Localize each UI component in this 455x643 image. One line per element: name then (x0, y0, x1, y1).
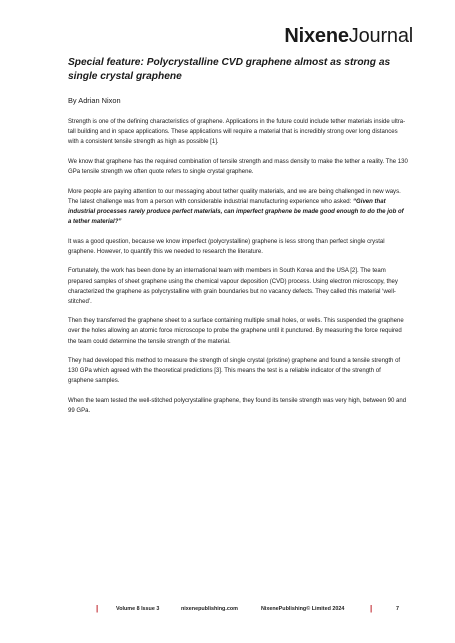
footer-page-number: 7 (396, 606, 399, 612)
logo-light-text: Journal (348, 25, 413, 47)
article-title: Special feature: Polycrystalline CVD graphene almost as strong as single crystal graphene (68, 57, 391, 82)
paragraph-3-quote: “Given that industrial processes rarely produce perfect materials, can imperfect graphene be made good enough to do the job of a tether material?” (68, 198, 404, 225)
footer-website-link[interactable]: nixenepublishing.com (181, 606, 238, 612)
journal-logo (284, 26, 413, 46)
paragraph-6: Then they transferred the graphene sheet to a surface containing multiple small holes, or wells. This suspended the graphene over the holes allowing an atomic force microscope to probe the graphene until it punctured. By measuring the force required the team could determine the tensile strength of the material. (68, 318, 404, 345)
paragraph-2: We know that graphene has the required combination of tensile strength and mass density to make the tether a reality. The 130 GPa tensile strength we often quote refers to single crystal graphene. (68, 158, 408, 175)
logo-bold-text: Nixene (284, 25, 349, 47)
paragraph-3 (68, 187, 408, 227)
paragraph-4: It was a good question, because we know imperfect (polycrystalline) graphene is less strong than perfect single crystal graphene. However, to quantify this we needed to research the literature. (68, 238, 385, 255)
article-byline: By Adrian Nixon (68, 96, 121, 105)
paragraph-5: Fortunately, the work has been done by an international team with members in South Korea and the USA [2]. The team prepared samples of sheet graphene using the chemical vapour deposition (CVD) process. Using electron microscopy, they characterized the graphene as polycrystalline with grain boundaries but no vacancy defects. They called this material ‘well-stitched’. (68, 268, 398, 305)
footer-separator-left: | (96, 604, 99, 613)
paragraph-8: When the team tested the well-stitched polycrystalline graphene, they found its tensile strength was very high, between 90 and 99 GPa. (68, 398, 407, 415)
footer-separator-right: | (370, 604, 373, 613)
paragraph-1: Strength is one of the defining characteristics of graphene. Applications in the future could include tether materials inside ultra-tall building and in space applications. These applications will require a material that is incredibly strong over long distances with a consistent tensile strength as high as possible [1]. (68, 119, 406, 146)
paragraph-7: They had developed this method to measure the strength of single crystal (pristine) graphene and found a tensile strength of 130 GPa which agreed with the theoretical predictions [3]. This means the test is a reliable indicator of the strength of graphene samples. (68, 358, 401, 385)
article-body (68, 117, 408, 426)
paragraph-3-intro: More people are paying attention to our messaging about tether quality materials, and we are being challenged in new ways. The latest challenge was from a person with considerable industrial manufacturing experience who asked: (68, 188, 401, 205)
page-footer (0, 604, 455, 614)
footer-volume: Volume 8 Issue 3 (116, 606, 160, 612)
footer-copyright: NixenePublishing© Limited 2024 (261, 606, 345, 612)
